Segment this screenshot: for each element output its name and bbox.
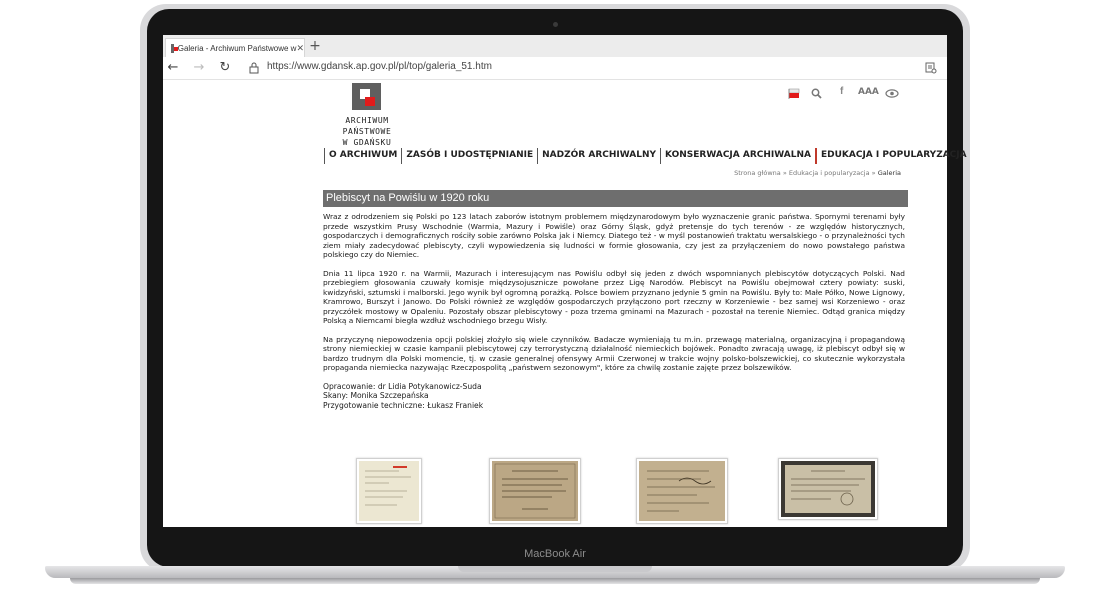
laptop-base-shadow <box>70 578 1040 584</box>
article-paragraph: Wraz z odrodzeniem się Polski po 123 latach zaborów istotnym problemem międzynarodowym było wyznaczenie granic państwa. Spornymi terenami były przede wszystkim Prusy Wschodnie (Warmia, Mazury i Powiśle) oraz Górny Śląsk, gdyż pretensje do tych terenów - ze względów historycznych, gospodarczych i demograficznych rościły sobie zarówno Polska jak i Niemcy. Diatego też - w myśl postanowień traktatu wersalskiego - o przynależności tych ziem miały zadecydować plebiscyty, czyli wypowiedzenia się ludności w formie głosowania, czy jest za przyłączeniem do nowo powstałego państwa polskiego czy do Niemiec. <box>323 212 905 259</box>
tab-title: Galeria - Archiwum Państwowe w <box>177 44 297 53</box>
document-scan-image <box>359 461 419 521</box>
eye-icon[interactable] <box>885 89 899 98</box>
search-icon[interactable] <box>811 88 822 99</box>
logo-text[interactable] <box>323 115 411 148</box>
forward-button[interactable]: → <box>193 60 205 75</box>
breadcrumb <box>734 169 901 177</box>
breadcrumb-edukacja[interactable]: Edukacja i popularyzacja <box>788 169 870 177</box>
breadcrumb-separator: » <box>780 169 789 177</box>
credit-line: Skany: Monika Szczepańska <box>323 391 429 400</box>
menu-item-edukacja[interactable]: EDUKACJA I POPULARYZACJA <box>815 148 971 164</box>
back-button[interactable]: ← <box>167 60 179 75</box>
menu-item-zasob[interactable]: ZASÓB I UDOSTĘPNIANIE <box>401 148 537 164</box>
laptop-base-notch <box>458 566 652 572</box>
article-paragraph: Dnia 11 lipca 1920 r. na Warmii, Mazurach i interesującym nas Powiślu odbył się jeden z dwóch wspomnianych plebiscytów dotyczących Polski. Nad przebiegiem głosowania czuwały komisje międzysojusznicze powołane przez Ligę Narodów. Plebiscyt na Powiślu obejmował cztery powiaty: suski, kwidzyński, sztumski i malborski. Jego wynik był ogromną porażką. Polsce bowiem przyznano jedynie 5 gmin na Powiślu. Były to: Małe Półko, Nowe Lignowy, Kramrowo, Burszyt i Janowo. Do Polski również ze względów gospodarczych przyłączono port rzeczny w Korzeniewie - bez samej wsi Korzeniewo - oraz przyczółek mostowy w Opaleniu. Pozostały obszar plebiscytowy - poza trzema gminami na Mazurach - pozostał na terenie Niemiec. Odtąd granica między Polską a Niemcami biegła wzdłuż wschodniego brzegu Wisły. <box>323 268 905 325</box>
article-body <box>323 212 905 410</box>
page-title: Plebiscyt na Powiślu w 1920 roku <box>323 190 908 207</box>
credit-line: Przygotowanie techniczne: Łukasz Franiek <box>323 400 484 410</box>
new-tab-button[interactable]: + <box>309 38 321 54</box>
breadcrumb-home[interactable]: Strona główna <box>734 169 781 177</box>
credits <box>323 382 905 411</box>
gallery-thumbnail[interactable] <box>636 458 728 524</box>
credit-line: Opracowanie: dr Lidia Potykanowicz-Suda <box>323 381 482 391</box>
document-scan-image <box>639 461 725 521</box>
tab-bar <box>163 35 947 57</box>
archive-logo[interactable] <box>352 83 381 110</box>
menu-item-nadzor[interactable]: NADZÓR ARCHIWALNY <box>537 148 660 164</box>
article-paragraph: Na przyczynę niepowodzenia opcji polskiej złożyło się wiele czynników. Badacze wymieniają tu m.in. przewagę materialną, organizacyjną i propagandową strony niemieckiej w czasie kampanii plebiscytowej czy terrorystyczną działalność niemieckich bojówek. Ponadto zwracają uwagę, iż plebiscyt odbył się w bardzo trudnym dla Polski momencie, tj. w czasie generalnej ofensywy Armii Czerwonej w trakcie wojny polsko-bolszewickiej, co skutecznie wykorzystała propaganda niemiecka nazywając Rzeczpospolitą „państwem sezonowym", które za chwilę zostanie zajęte przez bolszewików. <box>323 334 905 372</box>
url-input[interactable]: https://www.gdansk.ap.gov.pl/pl/top/galeria_51.htm <box>267 61 492 72</box>
gallery-thumbnail[interactable] <box>778 458 878 520</box>
refresh-button[interactable]: ↻ <box>219 60 231 75</box>
menu-item-konserwacja[interactable]: KONSERWACJA ARCHIWALNA <box>660 148 815 164</box>
document-scan-image <box>781 461 875 517</box>
flag-icon[interactable] <box>788 88 800 100</box>
font-size-icon[interactable]: AAA <box>858 87 879 97</box>
lock-icon <box>249 62 259 74</box>
close-tab-icon[interactable]: ✕ <box>296 43 304 53</box>
camera-dot <box>553 22 558 27</box>
main-menu <box>324 148 971 164</box>
gallery-thumbnail[interactable] <box>356 458 422 524</box>
reader-view-icon[interactable] <box>925 62 937 74</box>
breadcrumb-separator: » <box>869 169 878 177</box>
site-favicon-icon <box>171 44 174 53</box>
screen <box>163 35 967 527</box>
menu-item-o-archiwum[interactable]: O ARCHIWUM <box>324 148 401 164</box>
logo-line-2: W GDAŃSKU <box>342 138 392 147</box>
breadcrumb-current: Galeria <box>877 169 901 177</box>
browser-tab[interactable] <box>165 38 305 58</box>
address-bar <box>163 57 947 80</box>
facebook-icon[interactable]: f <box>840 86 844 97</box>
gallery-thumbnail[interactable] <box>489 458 581 524</box>
device-model-label: MacBook Air <box>524 548 586 560</box>
document-scan-image <box>492 461 578 521</box>
logo-line-1: ARCHIWUM PAŃSTWOWE <box>342 116 392 136</box>
web-page <box>163 80 967 527</box>
